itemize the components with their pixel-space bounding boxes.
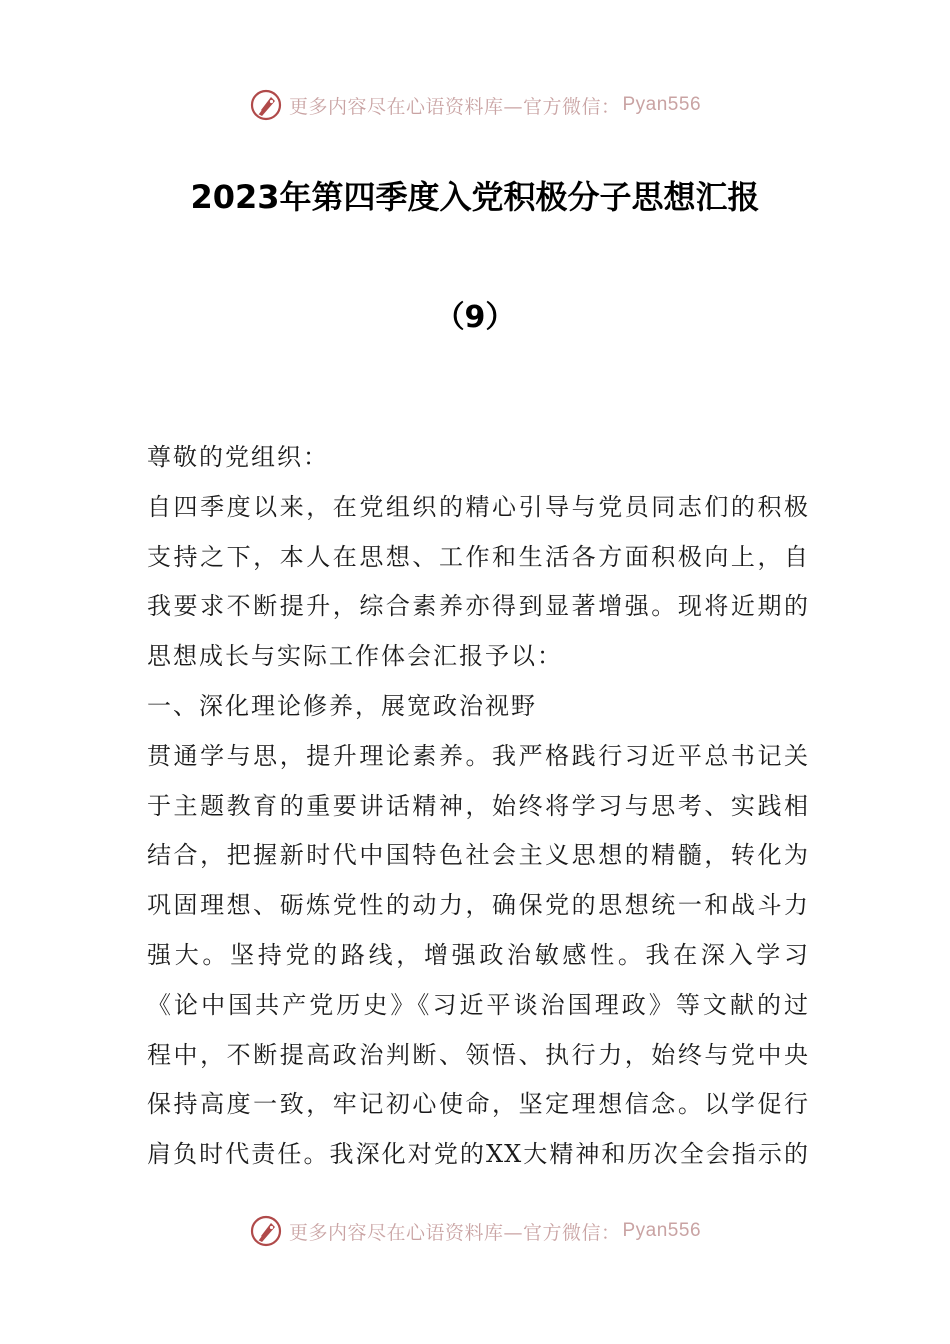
- watermark-text: 更多内容尽在心语资料库—官方微信：: [288, 95, 621, 118]
- document-subtitle: （9）: [434, 300, 516, 335]
- salutation-line: 尊敬的党组织：: [147, 443, 329, 471]
- paragraph-line: 自四季度以来，在党组织的精心引导与党员同志们的积极: [147, 492, 809, 521]
- paragraph-line: 贯通学与思，提升理论素养。我严格践行习近平总书记关: [147, 741, 809, 770]
- paragraph-line: 保持高度一致，牢记初心使命，坚定理想信念。以学促行: [147, 1090, 809, 1119]
- paragraph-line: 支持之下，本人在思想、工作和生活各方面积极向上，自: [147, 542, 809, 571]
- paragraph-line: 于主题教育的重要讲话精神，始终将学习与思考、实践相: [147, 791, 809, 820]
- pen-nib-icon: [249, 88, 283, 122]
- paragraph-line: 结合，把握新时代中国特色社会主义思想的精髓，转化为: [147, 841, 809, 870]
- paragraph-line: 肩负时代责任。我深化对党的XX大精神和历次全会指示的: [147, 1140, 809, 1169]
- document-body: [147, 433, 809, 1180]
- watermark-text: 更多内容尽在心语资料库—官方微信：: [288, 1221, 621, 1244]
- watermark-wechat-id: Pyan556: [622, 94, 702, 115]
- watermark-footer: [0, 1213, 950, 1249]
- section-heading: 一、深化理论修养，展宽政治视野: [147, 691, 537, 720]
- document-title: 2023年第四季度入党积极分子思想汇报: [190, 178, 760, 216]
- watermark-header: [0, 87, 950, 123]
- paragraph-line: 《论中国共产党历史》《习近平谈治国理政》等文献的过: [147, 990, 809, 1019]
- paragraph-line: 强大。坚持党的路线，增强政治敏感性。我在深入学习: [147, 940, 809, 969]
- paragraph-line: 我要求不断提升，综合素养亦得到显著增强。现将近期的: [147, 592, 809, 621]
- watermark-wechat-id: Pyan556: [622, 1220, 702, 1241]
- pen-nib-icon: [249, 1214, 283, 1248]
- paragraph-line: 巩固理想、砺炼党性的动力，确保党的思想统一和战斗力: [147, 891, 809, 920]
- paragraph-line: 程中，不断提高政治判断、领悟、执行力，始终与党中央: [147, 1040, 809, 1069]
- paragraph-line: 思想成长与实际工作体会汇报予以：: [147, 642, 563, 671]
